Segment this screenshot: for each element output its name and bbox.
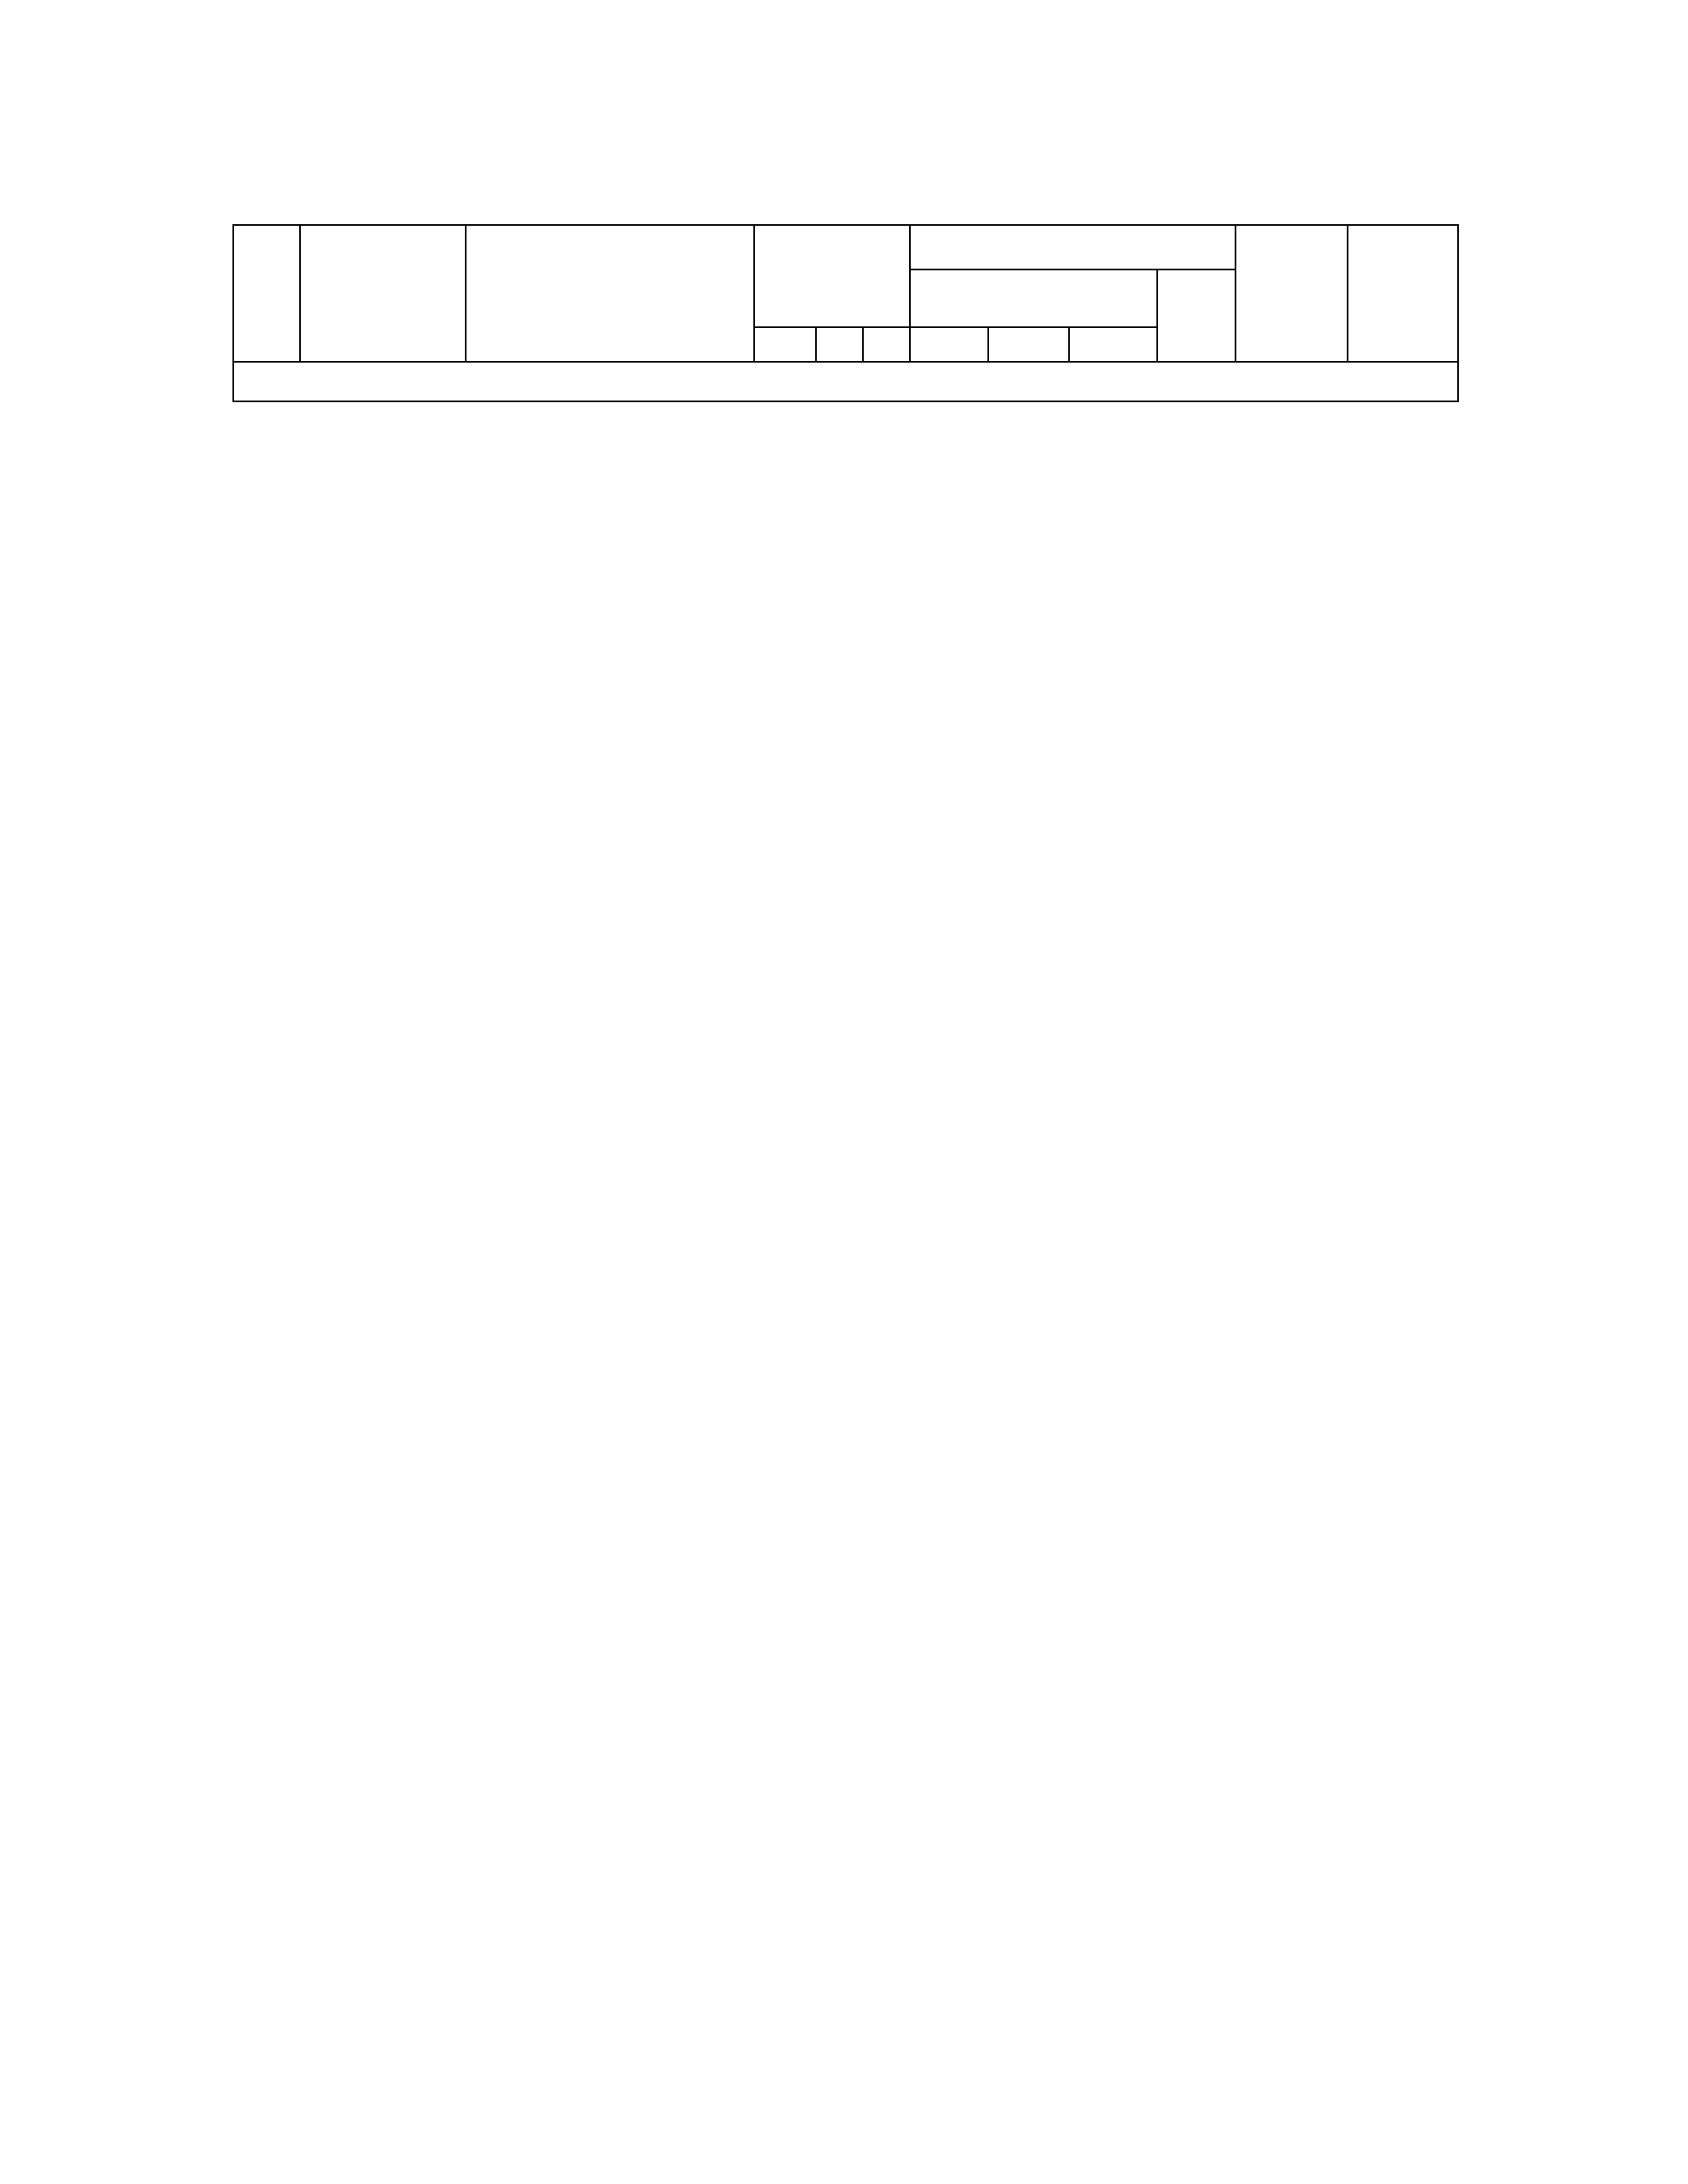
- header-subject: [466, 225, 755, 362]
- theory-section-row: [233, 362, 1458, 401]
- evaluation-table: [232, 224, 1459, 402]
- header-sno: [233, 225, 300, 362]
- header-course-code: [300, 225, 466, 362]
- header-credits: [1348, 225, 1458, 362]
- header-total: [1069, 327, 1157, 362]
- header-ese: [1157, 269, 1236, 362]
- header-periods: [754, 225, 910, 327]
- header-p: [863, 327, 910, 362]
- header-t: [816, 327, 863, 362]
- header-sessional-exam: [910, 269, 1157, 327]
- theory-section-label: [233, 362, 1458, 401]
- header-l: [754, 327, 816, 362]
- header-ta: [988, 327, 1068, 362]
- header-ct: [910, 327, 988, 362]
- header-evaluation-scheme: [910, 225, 1236, 269]
- header-subject-total: [1236, 225, 1348, 362]
